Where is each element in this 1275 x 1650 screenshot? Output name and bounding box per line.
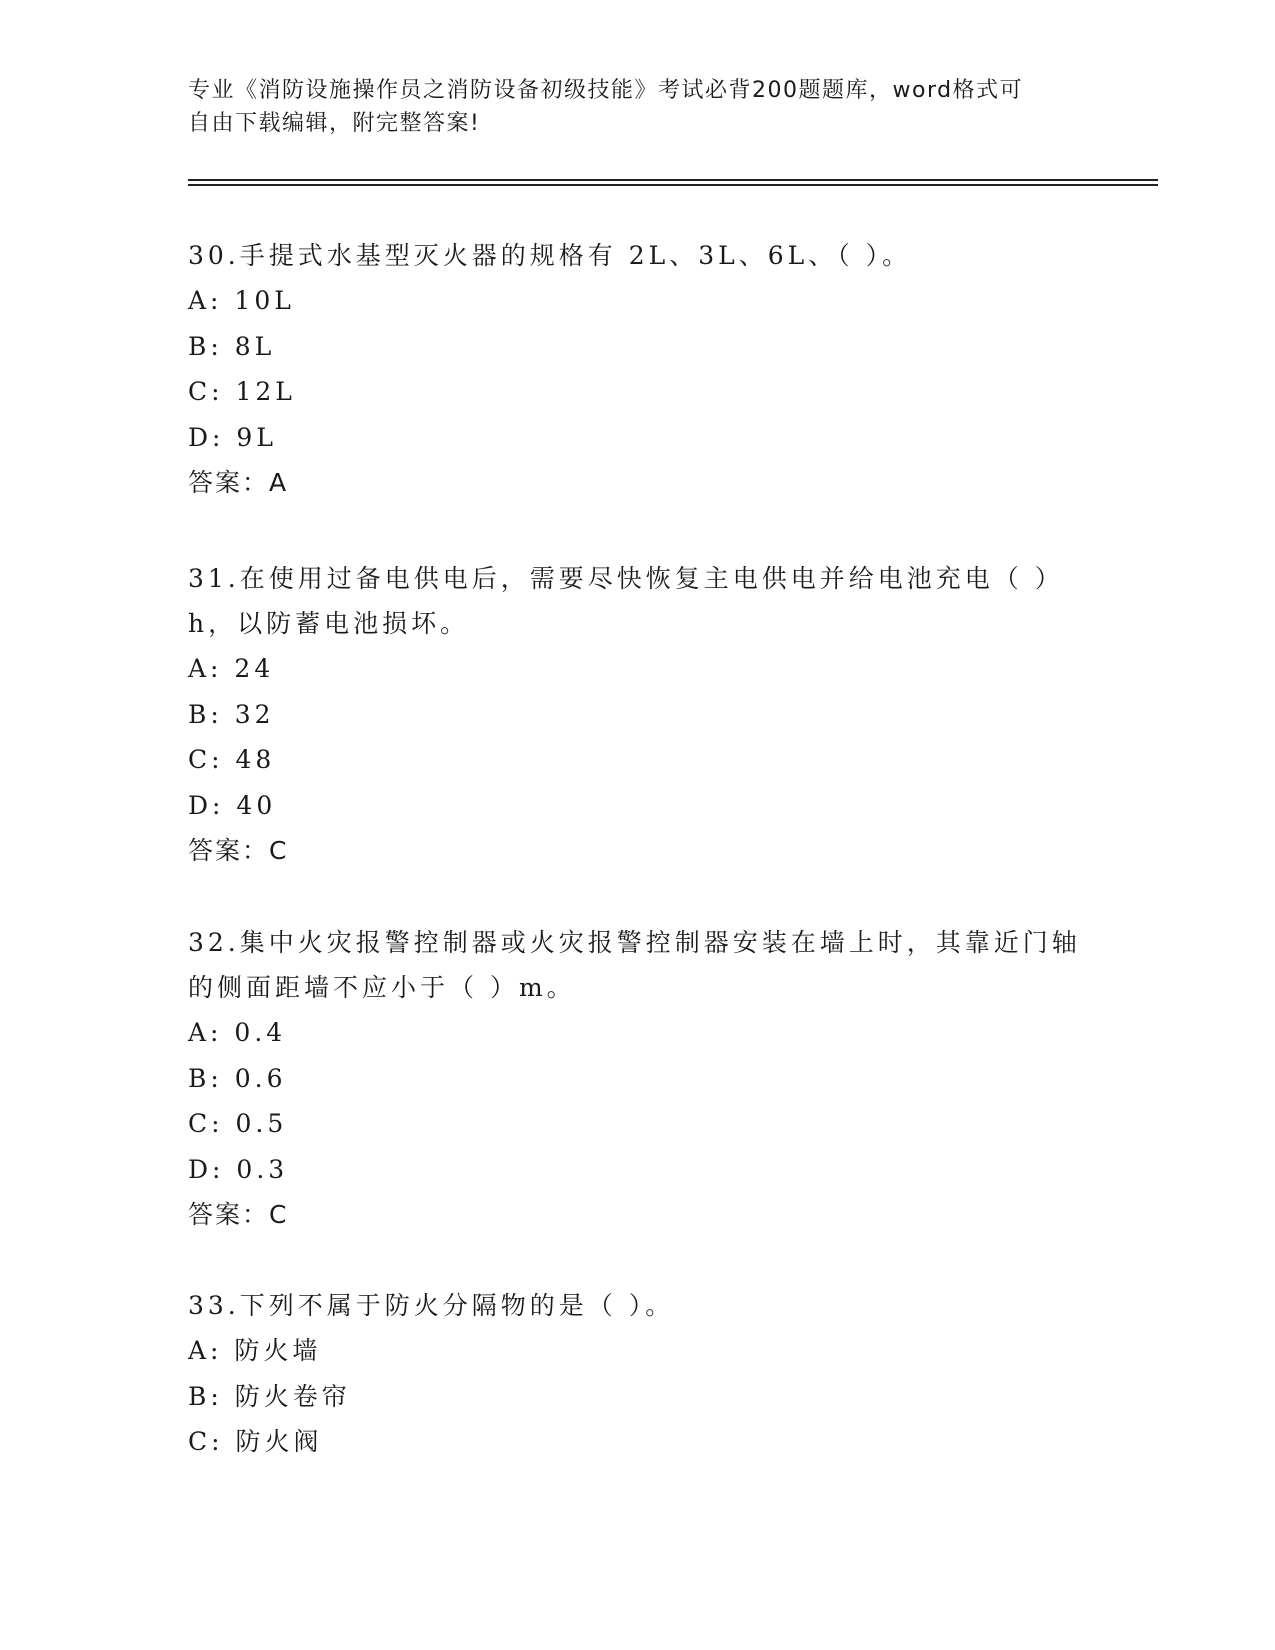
answer-label: 答案：C: [188, 1200, 289, 1229]
option-c: C: 0.5: [188, 1109, 288, 1138]
question-31: [188, 556, 1088, 873]
header-divider-bottom: [188, 184, 1158, 186]
option-a: A: 防火墙: [188, 1336, 322, 1365]
option-b: B: 32: [188, 699, 275, 729]
question-stem-line-1: 31.在使用过备电供电后，需要尽快恢复主电供电并给电池充电（ ）: [188, 564, 1064, 593]
option-b: B: 防火卷帘: [188, 1381, 351, 1411]
option-a: A: 10L: [188, 286, 295, 315]
question-stem: 33.下列不属于防火分隔物的是（ ）。: [188, 1291, 675, 1320]
question-stem: 30.手提式水基型灭火器的规格有 2L、3L、6L、（ ）。: [188, 241, 912, 270]
option-d: D: 40: [188, 790, 277, 820]
option-a: A: 0.4: [188, 1018, 287, 1047]
question-stem-line-2: 的侧面距墙不应小于（ ）m。: [188, 973, 576, 1002]
header-divider-top: [188, 179, 1158, 181]
question-stem-line-1: 32.集中火灾报警控制器或火灾报警控制器安装在墙上时，其靠近门轴: [188, 928, 1081, 957]
option-b: B: 0.6: [188, 1063, 287, 1093]
question-stem-line-2: h，以防蓄电池损坏。: [188, 609, 470, 638]
question-30: [188, 233, 1088, 505]
answer-label: 答案：C: [188, 836, 289, 865]
option-c: C: 12L: [188, 377, 296, 406]
question-33: [188, 1283, 1088, 1465]
option-a: A: 24: [188, 654, 275, 683]
document-header: [188, 74, 1068, 140]
option-c: C: 防火阀: [188, 1427, 323, 1456]
option-c: C: 48: [188, 745, 276, 774]
header-line-2: 自由下载编辑，附完整答案!: [188, 111, 481, 136]
option-b: B: 8L: [188, 331, 276, 361]
option-d: D: 0.3: [188, 1154, 289, 1184]
answer-label: 答案：A: [188, 468, 289, 497]
header-line-1: 专业《消防设施操作员之消防设备初级技能》考试必背200题题库，word格式可: [188, 78, 1024, 103]
option-d: D: 9L: [188, 422, 277, 452]
question-32: [188, 920, 1088, 1237]
